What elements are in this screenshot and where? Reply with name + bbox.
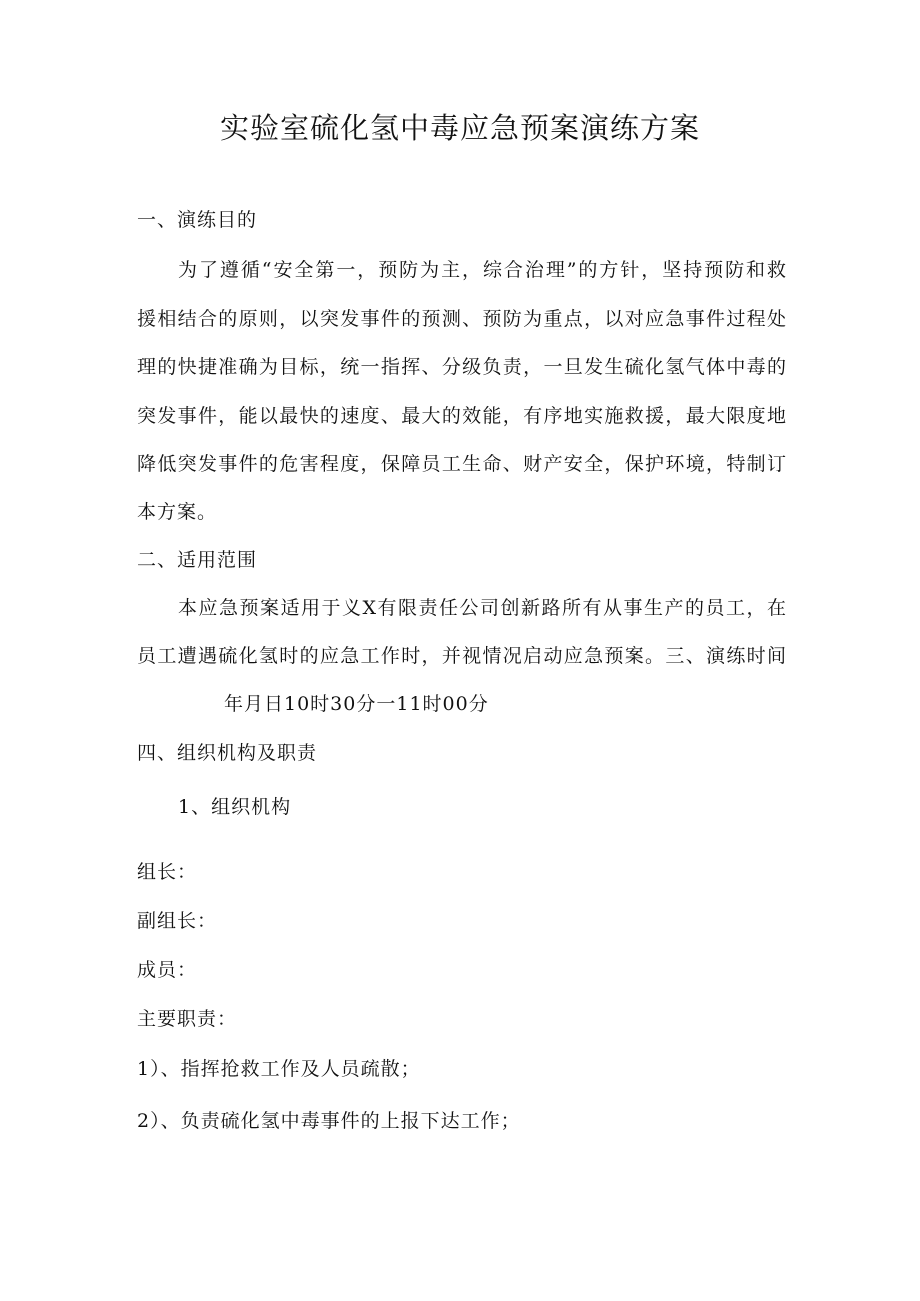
drill-time: 年月日10时30分一11时00分 xyxy=(224,693,489,715)
paragraph-line: 本方案。 xyxy=(137,501,218,523)
field-label-leader: 组长： xyxy=(137,861,198,883)
section-heading-scope: 二、适用范围 xyxy=(137,549,258,571)
document-title: 实验室硫化氢中毒应急预案演练方案 xyxy=(219,111,700,145)
paragraph-line: 降低突发事件的危害程度，保障员工生命、财产安全，保护环境，特制订 xyxy=(137,453,787,475)
section-heading-purpose: 一、演练目的 xyxy=(137,209,258,231)
paragraph-line: 为了遵循“安全第一，预防为主，综合治理”的方针，坚持预防和救 xyxy=(178,259,787,281)
paragraph-line: 员工遭遇硫化氢时的应急工作时，并视情况启动应急预案。三、演练时间 xyxy=(137,645,787,667)
list-item: 2）、负责硫化氢中毒事件的上报下达工作； xyxy=(137,1110,521,1132)
field-label-main-duties: 主要职责： xyxy=(137,1008,238,1030)
paragraph-line: 本应急预案适用于义X有限责任公司创新路所有从事生产的员工，在 xyxy=(178,597,787,619)
list-item: 1）、指挥抢救工作及人员疏散； xyxy=(137,1058,421,1080)
subsection-heading: 1、组织机构 xyxy=(178,796,292,818)
paragraph-line: 突发事件，能以最快的速度、最大的效能，有序地实施救援，最大限度地 xyxy=(137,405,787,427)
section-heading-organization: 四、组织机构及职责 xyxy=(137,742,318,764)
field-label-members: 成员： xyxy=(137,959,198,981)
field-label-deputy-leader: 副组长： xyxy=(137,910,218,932)
paragraph-line: 援相结合的原则，以突发事件的预测、预防为重点，以对应急事件过程处 xyxy=(137,308,787,330)
paragraph-line: 理的快捷准确为目标，统一指挥、分级负责，一旦发生硫化氢气体中毒的 xyxy=(137,356,787,378)
